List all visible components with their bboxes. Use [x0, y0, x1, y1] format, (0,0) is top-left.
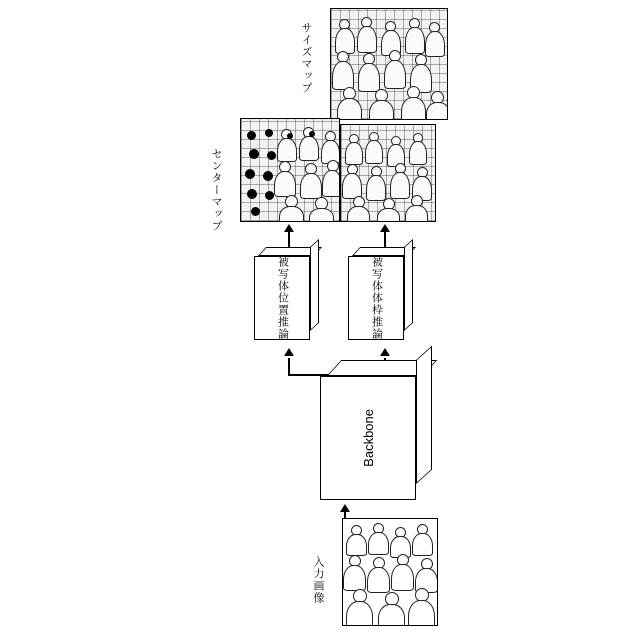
center-dot	[245, 169, 255, 179]
panel-center-map	[240, 118, 340, 222]
center-dot	[265, 191, 274, 200]
center-dot	[263, 171, 273, 181]
center-dot	[249, 149, 259, 159]
box-subject-size-estimation	[348, 256, 404, 340]
box-label: 被写体位置推論	[276, 256, 289, 340]
arrow-position-to-center-map-head	[284, 224, 294, 232]
center-dot	[267, 151, 276, 160]
center-dot	[251, 207, 260, 216]
box-label: 被写体体枠推論	[370, 256, 383, 340]
label-input-image: 入力画像	[312, 556, 324, 604]
box-backbone	[320, 376, 416, 500]
arrow-backbone-to-size-head	[380, 348, 390, 356]
arrow-backbone-to-position-head	[284, 348, 294, 356]
box-label: Backbone	[360, 409, 376, 467]
box-subject-position-estimation	[254, 256, 310, 340]
crowd-figures	[341, 125, 435, 221]
panel-input-image	[342, 518, 438, 626]
box-label-wrap	[320, 376, 416, 500]
label-size-map: サイズマップ	[300, 22, 312, 94]
label-center-map: センターマップ	[210, 148, 222, 232]
arrow-size-to-size-map-head	[380, 224, 390, 232]
arrow-photo-to-backbone-head	[340, 504, 350, 512]
crowd-figures	[331, 9, 447, 119]
panel-size-map-small	[340, 124, 436, 222]
center-dot	[309, 131, 315, 137]
box-label-wrap	[348, 256, 404, 340]
box-label-wrap	[254, 256, 310, 340]
center-dot	[247, 189, 257, 199]
panel-size-map-large	[330, 8, 448, 120]
crowd-figures	[343, 519, 437, 625]
center-dot	[265, 129, 273, 137]
center-dot	[287, 133, 293, 139]
center-dot	[247, 131, 256, 140]
